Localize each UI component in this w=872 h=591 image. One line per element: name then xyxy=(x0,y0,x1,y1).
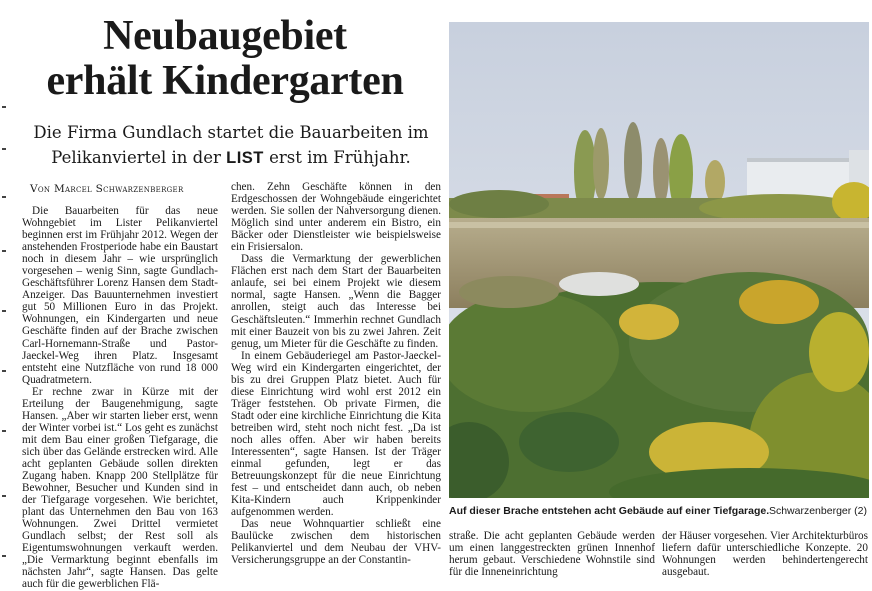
paragraph: der Häuser vorgesehen. Vier Architekturbüros liefern dafür unterschiedliche Konzepte. 20 Wohnungen werden behindertengerecht ausgebaut. xyxy=(662,530,868,579)
paragraph: chen. Zehn Geschäfte können in den Erdgeschossen der Wohngebäude eingerichtet werden. Sie sollen der Nahversorgung dienen. Möglich sind unter anderem ein Bistro, ein Bäcker oder Dienstleister wie beispielsweise ein Frisiersalon. xyxy=(231,181,441,254)
paragraph: Dass die Vermarktung der gewerblichen Flächen erst nach dem Start der Bauarbeiten anlaufe, sei bei einem Projekt wie diesem normal, sagte Hansen. „Wenn die Bagger anrollen, steigt auch das Interesse bei Geschäftsleuten.“ Immerhin rechnet Gundlach mit einer Bauzeit von bis zu zwei Jahren. Zeit genug, um Mieter für die Geschäfte zu finden. xyxy=(231,253,441,350)
photo-credit: Schwarzenberger (2) xyxy=(768,505,867,517)
byline: Von Marcel Schwarzenberger xyxy=(30,183,184,195)
subhead-text: Die Firma Gundlach startet die Bauarbeiten im Pelikanviertel in der xyxy=(33,123,429,167)
paragraph: Die Bauarbeiten für das neue Wohngebiet im Lister Pelikanviertel beginnen erst im Frühjahr 2012. Wegen der anstehenden Frostperiode habe ein Baustart noch in diesem Jahr – wie ursprünglich vorgesehen – wenig Sinn, sagte Gundlach-Geschäftsführer Lorenz Hansen dem Stadt-Anzeiger. Das Bauunternehmen investiert gut 50 Millionen Euro in das Projekt. Wohnungen, ein Kindergarten und neue Geschäfte finden auf der Brache zwischen Carl-Hornemann-Straße und Pastor-Jaeckel-Weg ihren Platz. Insgesamt entsteht eine Nutzfläche von rund 18 000 Quadratmetern. xyxy=(22,205,218,386)
subheadline xyxy=(22,120,440,171)
list-logo: LIST xyxy=(226,149,264,167)
headline-line-2: erhält Kindergarten xyxy=(46,58,404,104)
article-photo xyxy=(449,22,869,498)
caption-text: Auf dieser Brache entstehen acht Gebäude auf einer Tiefgarage. xyxy=(449,505,770,517)
article-column-1 xyxy=(22,205,218,591)
headline-line-1: Neubaugebiet xyxy=(103,13,347,59)
article-column-3 xyxy=(449,530,655,578)
wasteland-photo xyxy=(449,22,869,498)
photo-caption xyxy=(449,505,869,519)
paragraph: Das neue Wohnquartier schließt eine Baulücke zwischen dem historischen Pelikanviertel und dem Neubau der VHV-Versicherungsgruppe an der Constantin- xyxy=(231,518,441,567)
subhead-text-end: erst im Frühjahr. xyxy=(269,148,411,167)
paragraph: In einem Gebäuderiegel am Pastor-Jaeckel-Weg wird ein Kindergarten eingerichtet, der bis zu drei Gruppen Platz bietet. Auch für diese Einrichtung wird wohl erst 2012 ein Träger feststehen. Ob private Firmen, die Stadt oder eine kirchliche Einrichtung die Kita betreiben wird, steht noch nicht fest. „Da ist noch alles offen. Aber wir haben bereits Interessenten“, sagte Hansen. Ist der Träger einmal gefunden, legt er das Betreuungskonzept für die neue Einrichtung fest – und entscheidet dann auch, ob neben Kita-Kindern auch Krippenkinder aufgenommen werden. xyxy=(231,349,441,519)
paragraph: Er rechne zwar in Kürze mit der Erteilung der Baugenehmigung, sagte Hansen. „Aber wir starten lieber erst, wenn der Winter vorbei ist.“ Los geht es zunächst mit dem Bau einer großen Tiefgarage, die sich über das Gelände erstrecken wird. Alle acht geplanten Gebäude sollen direkten Zugang haben. Knapp 200 Stellplätze für Bewohner, Besucher und Kunden sind in der Tiefgarage vorgesehen. Wie berichtet, plant das Unternehmen den Bau von 163 Wohnungen. Zwei Drittel vermietet Gundlach selbst; der Rest soll als Eigentumswohnungen verkauft werden. „Die Vermarktung beginnt ebenfalls im nächsten Jahr“, sagte Hansen. Das gelte auch für die gewerblichen Flä- xyxy=(22,385,218,591)
article-column-2 xyxy=(231,181,441,567)
margin-marks xyxy=(0,100,8,580)
article-column-4 xyxy=(662,530,868,578)
paragraph: straße. Die acht geplanten Gebäude werden um einen langgestreckten grünen Innenhof herum gebaut. Verschiedene Wohnstile sind für die Inneneinrichtung xyxy=(449,530,655,579)
headline xyxy=(20,14,430,104)
